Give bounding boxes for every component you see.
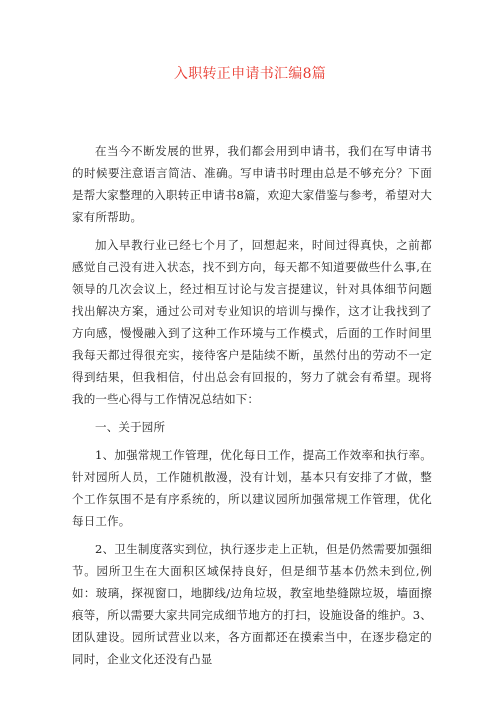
paragraph-item-1: 1、加强常规工作管理，优化每日工作，提高工作效率和执行率。针对园所人员，工作随机散漫，没有计划，基本只有安排了才做，整个工作氛围不是有序系统的，所以建议园所加强常规工作管理，优化每日工作。 [72,448,432,528]
document-body [72,140,432,676]
paragraph-intro: 在当今不断发展的世界，我们都会用到申请书，我们在写申请书的时候要注意语言简洁、准确。写申请书时理由总是不够充分？下面是帮大家整理的入职转正申请书8篇，欢迎大家借鉴与参考，希望对大家有所帮助。 [72,144,432,224]
paragraph-work-summary: 加入早教行业已经七个月了，回想起来，时间过得真快，之前都感觉自己没有进入状态，找不到方向，每天都不知道要做些什么事,在领导的几次会议上，经过相互讨论与发言提建议，针对具体细节问题找出解决方案，通过公司对专业知识的培训与操作，这才让我找到了方向感，慢慢融入到了这种工作环境与工作模式，后面的工作时间里我每天都过得很充实，接待客户是陆续不断，虽然付出的劳动不一定得到结果，但我相信，付出总会有回报的，努力了就会有希望。现将我的一些心得与工作情况总结如下： [72,238,432,406]
section-heading-kindergarten: 一、关于园所 [95,420,166,434]
document-title: 入职转正申请书汇编8篇 [173,66,327,82]
paragraph-item-2: 2、卫生制度落实到位，执行逐步走上正轨，但是仍然需要加强细节。园所卫生在大面积区域保持良好，但是细节基本仍然未到位,例如：玻璃，探视窗口，地脚线/边角垃圾，教室地垫缝隙垃圾，墙面擦痕等，所以需要大家共同完成细节地方的打扫，设施设备的维护。3、团队建设。园所试营业以来，各方面都还在摸索当中，在逐步稳定的同时，企业文化还没有凸显 [72,542,432,666]
